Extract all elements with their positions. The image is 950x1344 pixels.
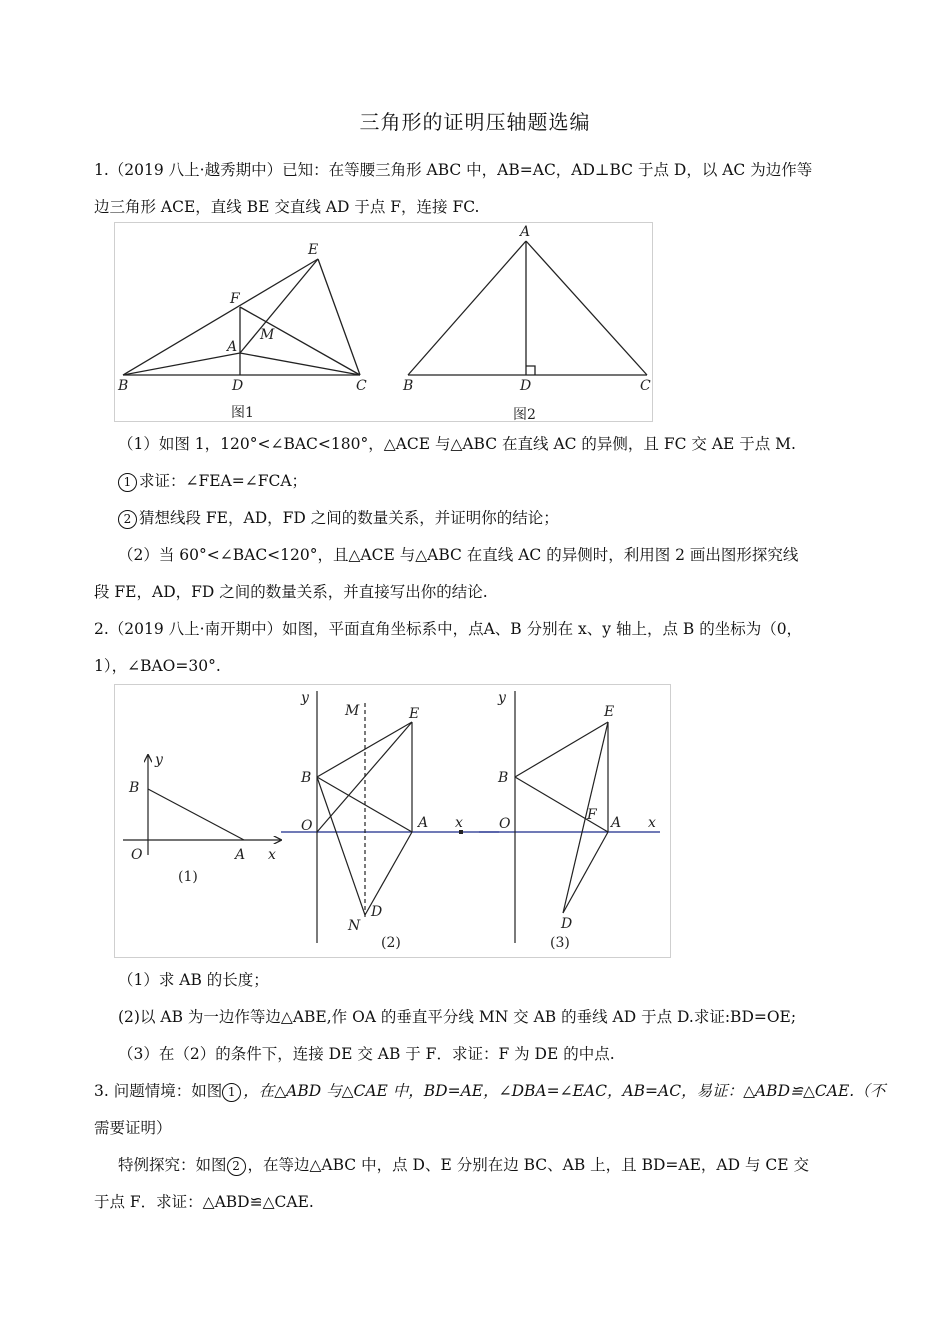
q1-sub1 [118,471,307,492]
f2-line-ad [365,832,412,915]
q1-part1: （1）如图 1，120°<∠BAC<180°，△ACE 与△ABC 在直线 AC 的异侧，且 FC 交 AE 于点 M. [118,435,796,453]
f3-line-ad [563,832,608,913]
fig2-caption: 图2 [513,407,536,421]
fig1-label-d: D [232,378,244,394]
q2-part3: （3）在（2）的条件下，连接 DE 交 AB 于 F．求证：F 为 DE 的中点. [118,1045,615,1063]
f3-label-y: y [498,690,506,706]
q3-line2: 需要证明） [94,1119,172,1137]
q3-line3 [118,1155,809,1176]
q1-line1: 1.（2019 八上·越秀期中）已知：在等腰三角形 ABC 中，AB=AC，AD⊥BC 于点 D，以 AC 为边作等 [94,161,813,179]
f1-label-x: x [268,847,276,863]
q1-figure [114,222,653,422]
q2-part2: (2)以 AB 为一边作等边△ABE,作 OA 的垂直平分线 MN 交 AB 的垂线 AD 于点 D.求证:BD=OE; [118,1008,797,1026]
f2-label-b: B [301,770,312,786]
f2-label-a: A [418,815,429,831]
q2-figure-svg [115,685,670,957]
f2-line-bd [317,777,365,915]
f3-label-x: x [648,815,656,831]
fig1-label-c: C [356,378,367,394]
q1-line2: 边三角形 ACE，直线 BE 交直线 AD 于点 F，连接 FC. [94,198,480,216]
q1-sub2-text: 猜想线段 FE，AD，FD 之间的数量关系，并证明你的结论； [139,509,559,527]
fig1-line-fc [240,307,360,375]
f2-label-m: M [345,703,360,719]
fig1-line-be [123,259,318,375]
f2-label-o: O [301,818,313,834]
circled-number: 1 [118,473,137,492]
q3-line1-a: 3. 问题情境：如图 [94,1082,223,1100]
fig1-label-f: F [230,291,240,307]
q2-figure [114,684,671,958]
page-title: 三角形的证明压轴题选编 [359,110,591,134]
fig2-line-ba [408,241,526,375]
f3-line-ba [515,777,608,832]
f1-label-a: A [235,847,246,863]
f3-label-b: B [498,770,509,786]
fig2-label-b: B [403,378,414,394]
f3-label-f: F [587,807,597,823]
f3-label-o: O [499,816,511,832]
f2-label-e: E [409,706,420,722]
circled-number: 2 [227,1157,246,1176]
q1-sub1-text: 求证：∠FEA=∠FCA； [139,472,308,490]
fig2-label-a: A [520,224,531,240]
fig2-right-angle [526,366,535,375]
q2-line2: 1），∠BAO=30°. [94,657,221,675]
f1-line-ba [148,789,244,840]
f3-label-e: E [604,704,615,720]
fig1-label-b: B [118,378,129,394]
fig1-line-ae [240,259,318,353]
q3-line3-a: 特例探究：如图 [118,1156,227,1174]
f2-label-y: y [301,690,309,706]
fig2-label-d: D [520,378,532,394]
f2-caption: (2) [381,935,401,951]
fig1-caption: 图1 [231,405,254,421]
f3-label-a: A [611,815,622,831]
fig2-line-ac [526,241,647,375]
q1-part2a: （2）当 60°<∠BAC<120°，且△ACE 与△ABC 在直线 AC 的异侧时，利用图 2 画出图形探究线 [118,546,799,564]
q2-line1: 2.（2019 八上·南开期中）如图，平面直角坐标系中，点A、B 分别在 x、y 轴上，点 B 的坐标为（0， [94,620,803,638]
q3-line4: 于点 F．求证：△ABD≌△CAE. [94,1193,314,1211]
fig2-label-c: C [640,378,651,394]
fig1-label-a: A [227,339,238,355]
f2-label-x: x [455,815,463,831]
f2-label-n: N [348,918,361,934]
q3-line1-b: ，在△ABD 与△CAE 中，BD=AE，∠DBA=∠EAC，AB=AC，易证：△ABD≌△CAE.（不 [243,1082,886,1100]
f3-line-ed [563,722,608,913]
q1-sub2 [118,508,559,529]
f3-line-be [515,722,608,777]
q1-part2b: 段 FE，AD，FD 之间的数量关系，并直接写出你的结论. [94,583,488,601]
circled-number: 2 [118,510,137,529]
fig1-line-ac [240,353,360,375]
f2-label-d: D [371,904,383,920]
fig1-line-ec [318,259,360,375]
q2-part1: （1）求 AB 的长度； [118,971,269,989]
f1-label-y: y [155,752,163,768]
f1-label-o: O [131,847,143,863]
q3-line3-b: ，在等边△ABC 中，点 D、E 分别在边 BC、AB 上，且 BD=AE，AD 与 CE 交 [247,1156,809,1174]
f1-label-b: B [129,780,140,796]
q3-line1 [94,1081,885,1102]
circled-number: 1 [222,1083,241,1102]
f3-caption: (3) [550,935,570,951]
fig1-label-m: M [260,327,275,343]
fig1-label-e: E [308,242,319,258]
f1-caption: (1) [178,869,198,885]
q1-figure-svg [115,223,652,421]
f3-label-d: D [561,916,573,932]
